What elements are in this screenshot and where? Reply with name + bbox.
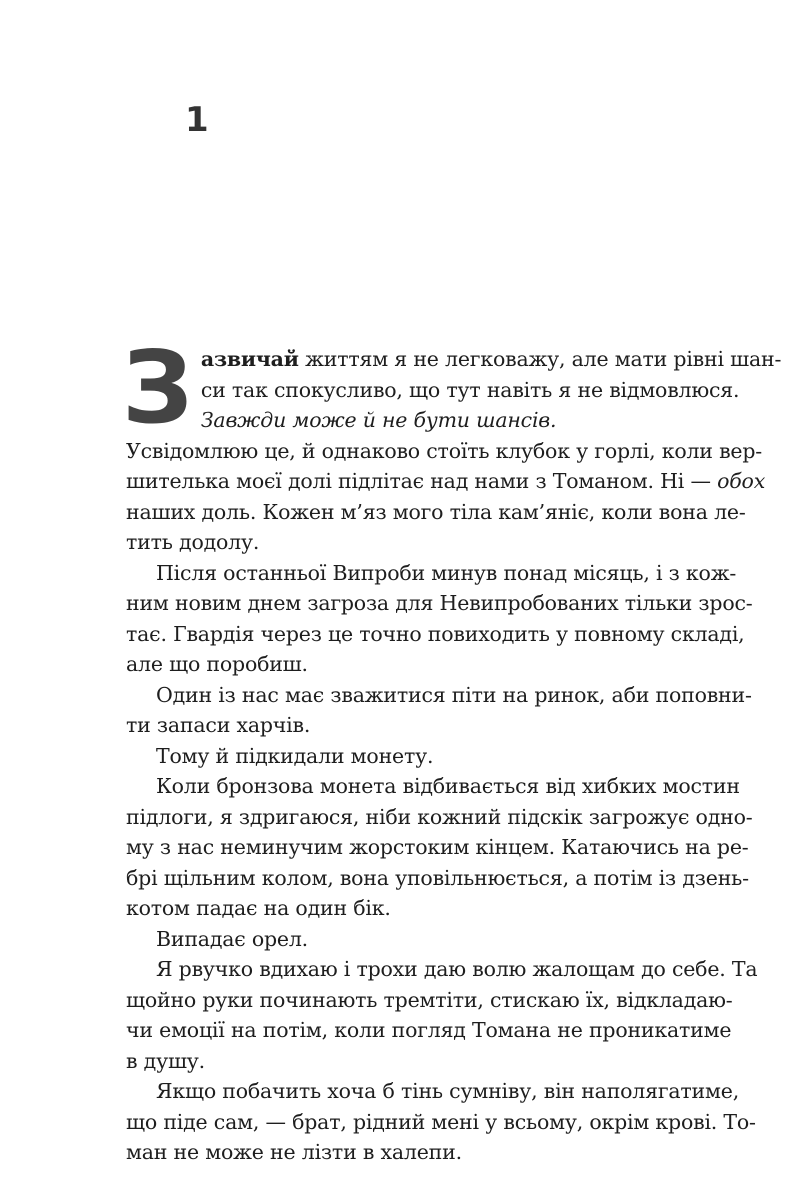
text-line [126,405,698,436]
text-line: тає. Гвардія через це точно повиходить у повному складі, [126,621,745,646]
text-line: Випадає орел. [156,926,308,951]
text-line: му з нас неминучим жорстоким кінцем. Катаючись на ре- [126,835,749,859]
text-line: чи емоції на потім, коли погляд Томана не проникатиме [126,1018,732,1042]
text-line: ман не може не лізти в халепи. [126,1140,462,1164]
text-line: наших доль. Кожен м’яз мого тіла кам’яніє, коли вона ле- [126,499,746,524]
text-line [126,466,766,497]
text-line: тить додолу. [126,530,260,554]
text-line: що піде сам, — брат, рідний мені у всьому, окрім крові. То- [126,1109,756,1134]
text-line: котом падає на один бік. [126,896,391,920]
text-line: ним новим днем загроза для Невипробованих тільки зрос- [126,591,753,615]
text-line: щойно руки починають тремтіти, стискаю їх, відкладаю- [126,987,733,1012]
dropcap-letter: З [122,329,193,446]
text-line: Тому й підкидали монету. [156,743,434,768]
chapter-number: 1 [185,100,209,140]
text-line: Коли бронзова монета відбивається від хибких мостин [156,774,740,798]
text-line: підлоги, я здригаюся, ніби кожний підскік загрожує одно- [126,804,753,829]
text-fragment: життям я не легковажу, але мати рівні шан- [298,347,782,371]
chapter-text [122,329,782,1168]
text-fragment: шителька моєї долі підлітає над нами з Томаном. Ні — [126,469,711,493]
text-line [126,344,782,375]
italic-word: обох [717,469,766,493]
text-line: але що поробиш. [126,652,308,676]
text-line: Після останньої Випроби минув понад місяць, і з кож- [156,560,737,585]
text-line: Якщо побачить хоча б тінь сумніву, він наполягатиме, [156,1079,740,1103]
italic-phrase: Завжди може й не бути шансів. [200,408,557,432]
lead-word: азвичай [200,347,299,371]
text-line: Я рвучко вдихаю і трохи даю волю жалощам до себе. Та [156,957,758,981]
text-line: брі щільним колом, вона уповільнюється, а потім із дзень- [126,865,749,890]
text-line: ти запаси харчів. [126,713,311,737]
text-line: Один із нас має зважитися піти на ринок, аби поповни- [156,682,752,707]
text-line: в душу. [126,1048,205,1073]
text-line: Усвідомлюю це, й однаково стоїть клубок у горлі, коли вер- [126,438,762,463]
text-line: си так спокусливо, що тут навіть я не відмовлюся. [200,377,740,402]
